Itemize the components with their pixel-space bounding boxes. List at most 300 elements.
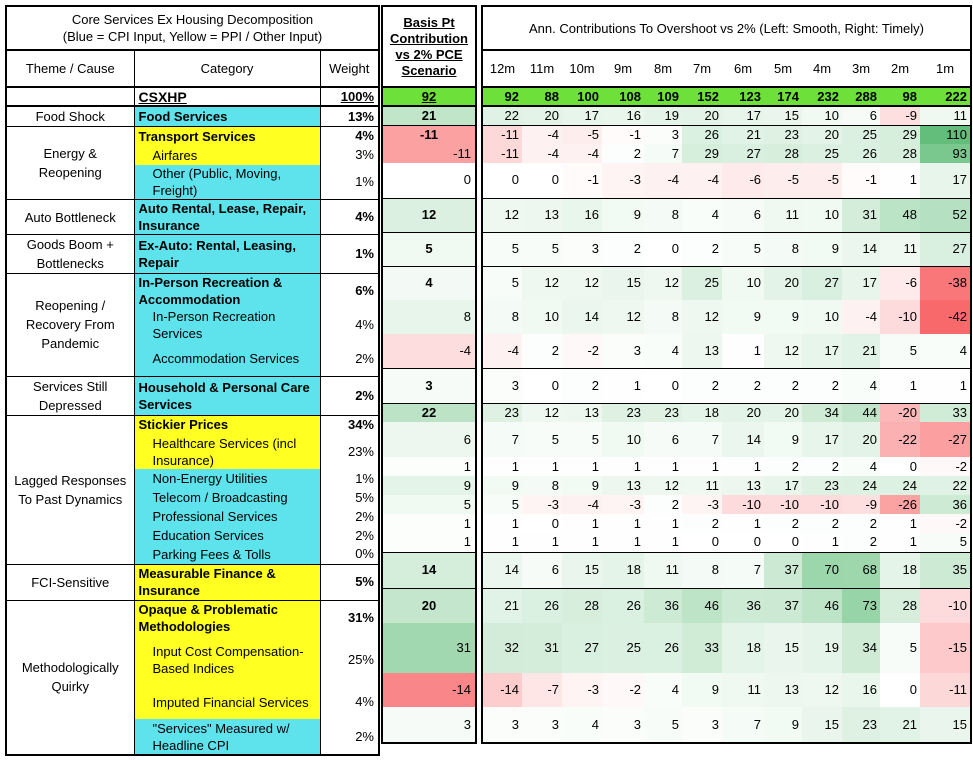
table-row [382, 552, 476, 588]
contribution-value: -1 [865, 172, 877, 188]
basis-point-value: 92 [421, 88, 437, 104]
contribution-cell [764, 334, 802, 368]
contribution-cell [880, 144, 920, 163]
contribution-value: 10 [824, 107, 839, 123]
contribution-value: -9 [865, 496, 877, 512]
contribution-cell [802, 707, 842, 743]
contribution-cell [722, 163, 764, 198]
table-row [382, 707, 476, 743]
table-row [6, 564, 379, 600]
weight-value: 6% [355, 283, 374, 298]
contribution-cell [682, 144, 722, 163]
contribution-value: 9 [591, 477, 599, 493]
period-header: 1m [920, 50, 971, 87]
table-row [382, 144, 476, 163]
contribution-value: 11 [903, 241, 917, 256]
contribution-cell [764, 368, 802, 403]
table-row [482, 495, 971, 514]
contribution-cell [920, 300, 971, 334]
contribution-value: 21 [902, 716, 917, 732]
contribution-cell [920, 87, 971, 106]
contribution-value: -4 [547, 145, 559, 161]
contribution-cell [764, 457, 802, 476]
table-row [482, 623, 971, 673]
table-row [382, 457, 476, 476]
table-row [6, 274, 379, 309]
basis-point-cell [382, 403, 476, 422]
contribution-value: 98 [902, 88, 917, 104]
contribution-cell [602, 300, 644, 334]
contribution-value: 20 [784, 404, 799, 420]
contribution-value: 13 [544, 207, 559, 222]
weight-cell [320, 600, 379, 635]
contribution-cell [802, 623, 842, 673]
contribution-value: 100 [577, 88, 599, 104]
weight-cell [320, 685, 379, 719]
contribution-value: 14 [862, 241, 877, 256]
contribution-cell [644, 623, 682, 673]
table-row [382, 476, 476, 495]
contribution-cell [920, 368, 971, 403]
contribution-cell [842, 533, 880, 552]
basis-point-cell [382, 476, 476, 495]
contribution-value: 2 [869, 534, 877, 550]
contribution-value: 33 [704, 640, 719, 655]
contribution-value: 0 [551, 172, 559, 188]
contribution-cell [722, 266, 764, 300]
contribution-cell [880, 232, 920, 266]
contribution-value: 26 [704, 126, 719, 142]
category-label: Airfares [152, 147, 198, 163]
category-header: Category [134, 50, 320, 87]
basis-point-value: 1 [463, 515, 471, 531]
contribution-value: 21 [862, 342, 877, 358]
contribution-cell [880, 495, 920, 514]
contribution-cell [764, 552, 802, 588]
weight-cell [320, 415, 379, 434]
contribution-value: -3 [547, 496, 559, 512]
contribution-cell [880, 623, 920, 673]
contribution-cell [722, 87, 764, 106]
contribution-value: 73 [862, 597, 877, 613]
contribution-value: 26 [626, 597, 641, 613]
contribution-cell [482, 623, 522, 673]
contribution-cell [602, 588, 644, 623]
table-row [482, 125, 971, 144]
contribution-cell [920, 232, 971, 266]
basis-point-cell [382, 232, 476, 266]
contribution-value: 17 [584, 107, 599, 123]
contribution-value: 5 [551, 431, 559, 447]
contribution-value: 2 [711, 515, 719, 531]
contribution-cell [802, 588, 842, 623]
contribution-cell [682, 707, 722, 743]
contribution-cell [522, 552, 562, 588]
title-line-1: Core Services Ex Housing Decomposition [71, 12, 314, 27]
contribution-value: 93 [952, 145, 967, 161]
contribution-cell [764, 588, 802, 623]
contribution-cell [562, 457, 602, 476]
contribution-cell [522, 87, 562, 106]
contribution-cell [764, 476, 802, 495]
contribution-cell [644, 673, 682, 707]
basis-point-value: 3 [425, 377, 433, 393]
contribution-cell [842, 144, 880, 163]
category-cell [134, 526, 320, 545]
category-label: In-Person Recreation Services [152, 309, 276, 341]
contribution-value: 27 [746, 145, 761, 161]
contribution-value: 17 [952, 172, 967, 188]
contribution-cell [482, 476, 522, 495]
category-cell [134, 87, 320, 106]
table-row [382, 266, 476, 300]
contribution-cell [880, 476, 920, 495]
contribution-cell [682, 476, 722, 495]
table-row [382, 368, 476, 403]
contribution-value: 11 [747, 682, 761, 697]
contribution-value: 1 [753, 458, 761, 474]
period-header: 6m [722, 50, 764, 87]
contribution-value: -10 [948, 597, 967, 613]
basis-point-table [381, 5, 477, 744]
contribution-value: -27 [948, 431, 967, 447]
weight-cell [320, 106, 379, 127]
contribution-cell [602, 87, 644, 106]
table-row [382, 106, 476, 125]
contribution-value: 12 [784, 342, 799, 358]
contribution-cell [522, 533, 562, 552]
contribution-value: -2 [587, 342, 599, 358]
contribution-value: -10 [898, 309, 917, 324]
contribution-cell [482, 368, 522, 403]
contribution-cell [920, 125, 971, 144]
contribution-value: 33 [952, 404, 967, 420]
basis-point-cell [382, 266, 476, 300]
period-header: 3m [842, 50, 880, 87]
table-row [482, 87, 971, 106]
contribution-value: 2 [831, 377, 839, 393]
contribution-value: 5 [753, 241, 761, 256]
contribution-value: 12 [544, 404, 559, 420]
contribution-cell [482, 144, 522, 163]
contribution-cell [722, 300, 764, 334]
contribution-cell [602, 422, 644, 457]
contribution-cell [842, 266, 880, 300]
table-row [482, 163, 971, 198]
contribution-value: 1 [511, 458, 519, 474]
contribution-cell [682, 125, 722, 144]
weight-value: 4% [355, 694, 374, 709]
contribution-value: 16 [626, 107, 641, 123]
contribution-value: 28 [902, 597, 917, 613]
contribution-cell [482, 232, 522, 266]
contribution-cell [764, 623, 802, 673]
contribution-value: 1 [633, 515, 641, 531]
contribution-cell [562, 707, 602, 743]
contribution-cell [602, 514, 644, 533]
contribution-value: 1 [633, 377, 641, 393]
contribution-cell [602, 533, 644, 552]
contribution-value: 1 [591, 515, 599, 531]
weight-value: 25% [347, 652, 374, 667]
basis-point-cell [382, 552, 476, 588]
contribution-value: 10 [626, 431, 641, 447]
contribution-value: -2 [955, 515, 967, 531]
contribution-cell [644, 87, 682, 106]
contribution-value: -5 [587, 126, 599, 142]
contribution-value: -14 [500, 682, 519, 697]
contribution-cell [644, 163, 682, 198]
contribution-cell [880, 403, 920, 422]
table-row [6, 106, 379, 127]
contribution-cell [842, 552, 880, 588]
table-row [382, 163, 476, 198]
weight-value: 5% [355, 489, 374, 505]
weight-value: 31% [347, 609, 374, 625]
contribution-value: 16 [584, 207, 599, 222]
table-row [482, 198, 971, 232]
contribution-value: 68 [862, 562, 877, 577]
contribution-value: 17 [784, 477, 799, 493]
category-cell [134, 415, 320, 434]
contribution-value: 27 [824, 275, 839, 291]
contribution-value: 32 [504, 640, 519, 655]
contribution-value: 5 [909, 640, 917, 655]
contribution-value: 20 [784, 275, 799, 291]
contribution-cell [920, 552, 971, 588]
category-label: Parking Fees & Tolls [152, 546, 271, 562]
contribution-cell [802, 422, 842, 457]
weight-value: 5% [355, 574, 374, 589]
contribution-cell [920, 266, 971, 300]
contribution-cell [522, 422, 562, 457]
contribution-cell [522, 368, 562, 403]
contribution-cell [920, 707, 971, 743]
category-cell [134, 685, 320, 719]
contribution-cell [802, 87, 842, 106]
contribution-value: 18 [626, 562, 641, 577]
theme-cell: Reopening / Recovery From Pandemic [6, 274, 134, 377]
contribution-cell [522, 266, 562, 300]
category-label: CSXHP [138, 88, 187, 105]
basis-point-value: 22 [421, 404, 437, 420]
category-cell [134, 434, 320, 469]
contribution-cell [802, 403, 842, 422]
category-label: Food Services [138, 109, 228, 124]
contribution-cell [562, 476, 602, 495]
contribution-cell [802, 144, 842, 163]
theme-cell: FCI-Sensitive [6, 564, 134, 600]
contribution-value: 1 [511, 515, 519, 531]
basis-point-value: -11 [453, 145, 471, 161]
contribution-value: 2 [831, 458, 839, 474]
table-row [6, 600, 379, 635]
contribution-cell [522, 144, 562, 163]
contribution-cell [722, 334, 764, 368]
contribution-cell [802, 514, 842, 533]
table-row [6, 87, 379, 106]
contribution-value: 12 [584, 275, 599, 291]
contribution-cell [802, 368, 842, 403]
basis-point-value: 1 [463, 458, 471, 474]
contribution-cell [722, 533, 764, 552]
weight-value: 2% [355, 508, 374, 524]
basis-point-value: 1 [463, 534, 471, 550]
contribution-cell [522, 707, 562, 743]
contribution-cell [842, 106, 880, 125]
contribution-value: 15 [824, 716, 839, 732]
contribution-cell [562, 422, 602, 457]
basis-point-value: 14 [421, 562, 437, 577]
contribution-cell [842, 422, 880, 457]
contribution-value: 10 [544, 309, 559, 324]
contribution-value: -3 [629, 172, 641, 188]
contribution-value: 11 [665, 562, 679, 577]
contribution-value: 1 [591, 534, 599, 550]
contribution-cell [602, 198, 644, 232]
contribution-cell [764, 300, 802, 334]
contribution-value: 3 [711, 716, 719, 732]
contribution-value: 2 [791, 515, 799, 531]
contribution-value: 1 [671, 515, 679, 531]
contribution-value: 1 [671, 534, 679, 550]
contribution-cell [682, 533, 722, 552]
contribution-value: 70 [824, 562, 839, 577]
basis-point-value: 6 [463, 431, 471, 447]
contribution-value: 12 [664, 275, 679, 291]
contribution-cell [722, 673, 764, 707]
contribution-value: 9 [711, 682, 719, 697]
contribution-cell [482, 106, 522, 125]
table-row [482, 300, 971, 334]
contribution-value: -22 [898, 431, 917, 447]
basis-point-cell [382, 673, 476, 707]
period-header: 10m [562, 50, 602, 87]
contribution-cell [802, 495, 842, 514]
contribution-cell [522, 125, 562, 144]
weight-value: 4% [355, 317, 374, 332]
basis-point-cell [382, 514, 476, 533]
contribution-cell [522, 106, 562, 125]
contribution-value: 222 [945, 88, 967, 104]
contribution-cell [522, 623, 562, 673]
contribution-value: 152 [697, 88, 719, 104]
contribution-cell [602, 368, 644, 403]
contribution-value: 44 [862, 404, 877, 420]
contribution-cell [562, 106, 602, 125]
contribution-value: 36 [746, 597, 761, 613]
contribution-cell [920, 673, 971, 707]
contribution-value: -3 [707, 496, 719, 512]
contribution-value: -20 [898, 404, 917, 420]
contribution-value: 26 [664, 640, 679, 655]
contribution-cell [482, 422, 522, 457]
category-cell [134, 106, 320, 127]
category-cell [134, 635, 320, 685]
contribution-cell [722, 403, 764, 422]
contribution-value: 0 [671, 377, 679, 393]
contribution-value: 1 [711, 458, 719, 474]
contribution-cell [482, 125, 522, 144]
contribution-cell [880, 457, 920, 476]
contribution-cell [920, 623, 971, 673]
contribution-value: 8 [511, 309, 519, 324]
theme-cell: Energy & Reopening [6, 127, 134, 200]
table-row [482, 232, 971, 266]
contribution-value: 10 [824, 207, 839, 222]
contribution-cell [880, 106, 920, 125]
contribution-cell [562, 266, 602, 300]
contribution-value: 1 [551, 458, 559, 474]
contribution-cell [602, 707, 644, 743]
weight-cell [320, 308, 379, 342]
table-row [482, 144, 971, 163]
contribution-cell [682, 198, 722, 232]
contribution-cell [562, 87, 602, 106]
contribution-value: 9 [791, 716, 799, 732]
contribution-cell [764, 495, 802, 514]
contribution-value: 9 [511, 477, 519, 493]
table-row [382, 300, 476, 334]
contribution-cell [562, 198, 602, 232]
category-cell [134, 507, 320, 526]
basis-point-value: 9 [463, 477, 471, 493]
contribution-cell [920, 106, 971, 125]
contribution-cell [880, 514, 920, 533]
basis-point-cell [382, 623, 476, 673]
contribution-cell [644, 232, 682, 266]
contribution-value: 174 [777, 88, 799, 104]
contribution-value: 2 [791, 377, 799, 393]
contribution-value: -4 [865, 309, 877, 324]
contribution-value: -15 [948, 640, 967, 655]
contribution-value: 46 [704, 597, 719, 613]
contribution-value: 110 [946, 126, 967, 142]
contribution-cell [682, 87, 722, 106]
contribution-value: 48 [902, 207, 917, 222]
contribution-value: 4 [869, 377, 877, 393]
contribution-value: 12 [504, 207, 519, 222]
contribution-value: 5 [511, 275, 519, 291]
contribution-cell [802, 266, 842, 300]
contribution-value: 1 [909, 377, 917, 393]
contribution-value: 25 [824, 145, 839, 161]
contribution-value: 24 [862, 477, 877, 493]
contribution-value: 13 [704, 342, 719, 358]
contribution-value: 2 [711, 241, 719, 256]
contributions-title: Ann. Contributions To Overshoot vs 2% (Left: Smooth, Right: Timely) [482, 6, 971, 50]
contribution-cell [880, 300, 920, 334]
table-row [6, 127, 379, 146]
category-cell [134, 165, 320, 200]
contribution-value: 2 [753, 377, 761, 393]
contribution-value: 5 [959, 534, 967, 550]
contribution-value: 23 [862, 716, 877, 732]
contribution-cell [920, 403, 971, 422]
contribution-value: 0 [909, 682, 917, 697]
contribution-cell [880, 125, 920, 144]
table-row [382, 533, 476, 552]
contribution-cell [482, 266, 522, 300]
contribution-cell [764, 125, 802, 144]
contribution-value: 0 [511, 172, 519, 188]
contribution-cell [602, 334, 644, 368]
contribution-cell [644, 198, 682, 232]
contribution-cell [880, 368, 920, 403]
contribution-value: 35 [952, 562, 967, 577]
contribution-cell [644, 495, 682, 514]
contribution-cell [802, 232, 842, 266]
